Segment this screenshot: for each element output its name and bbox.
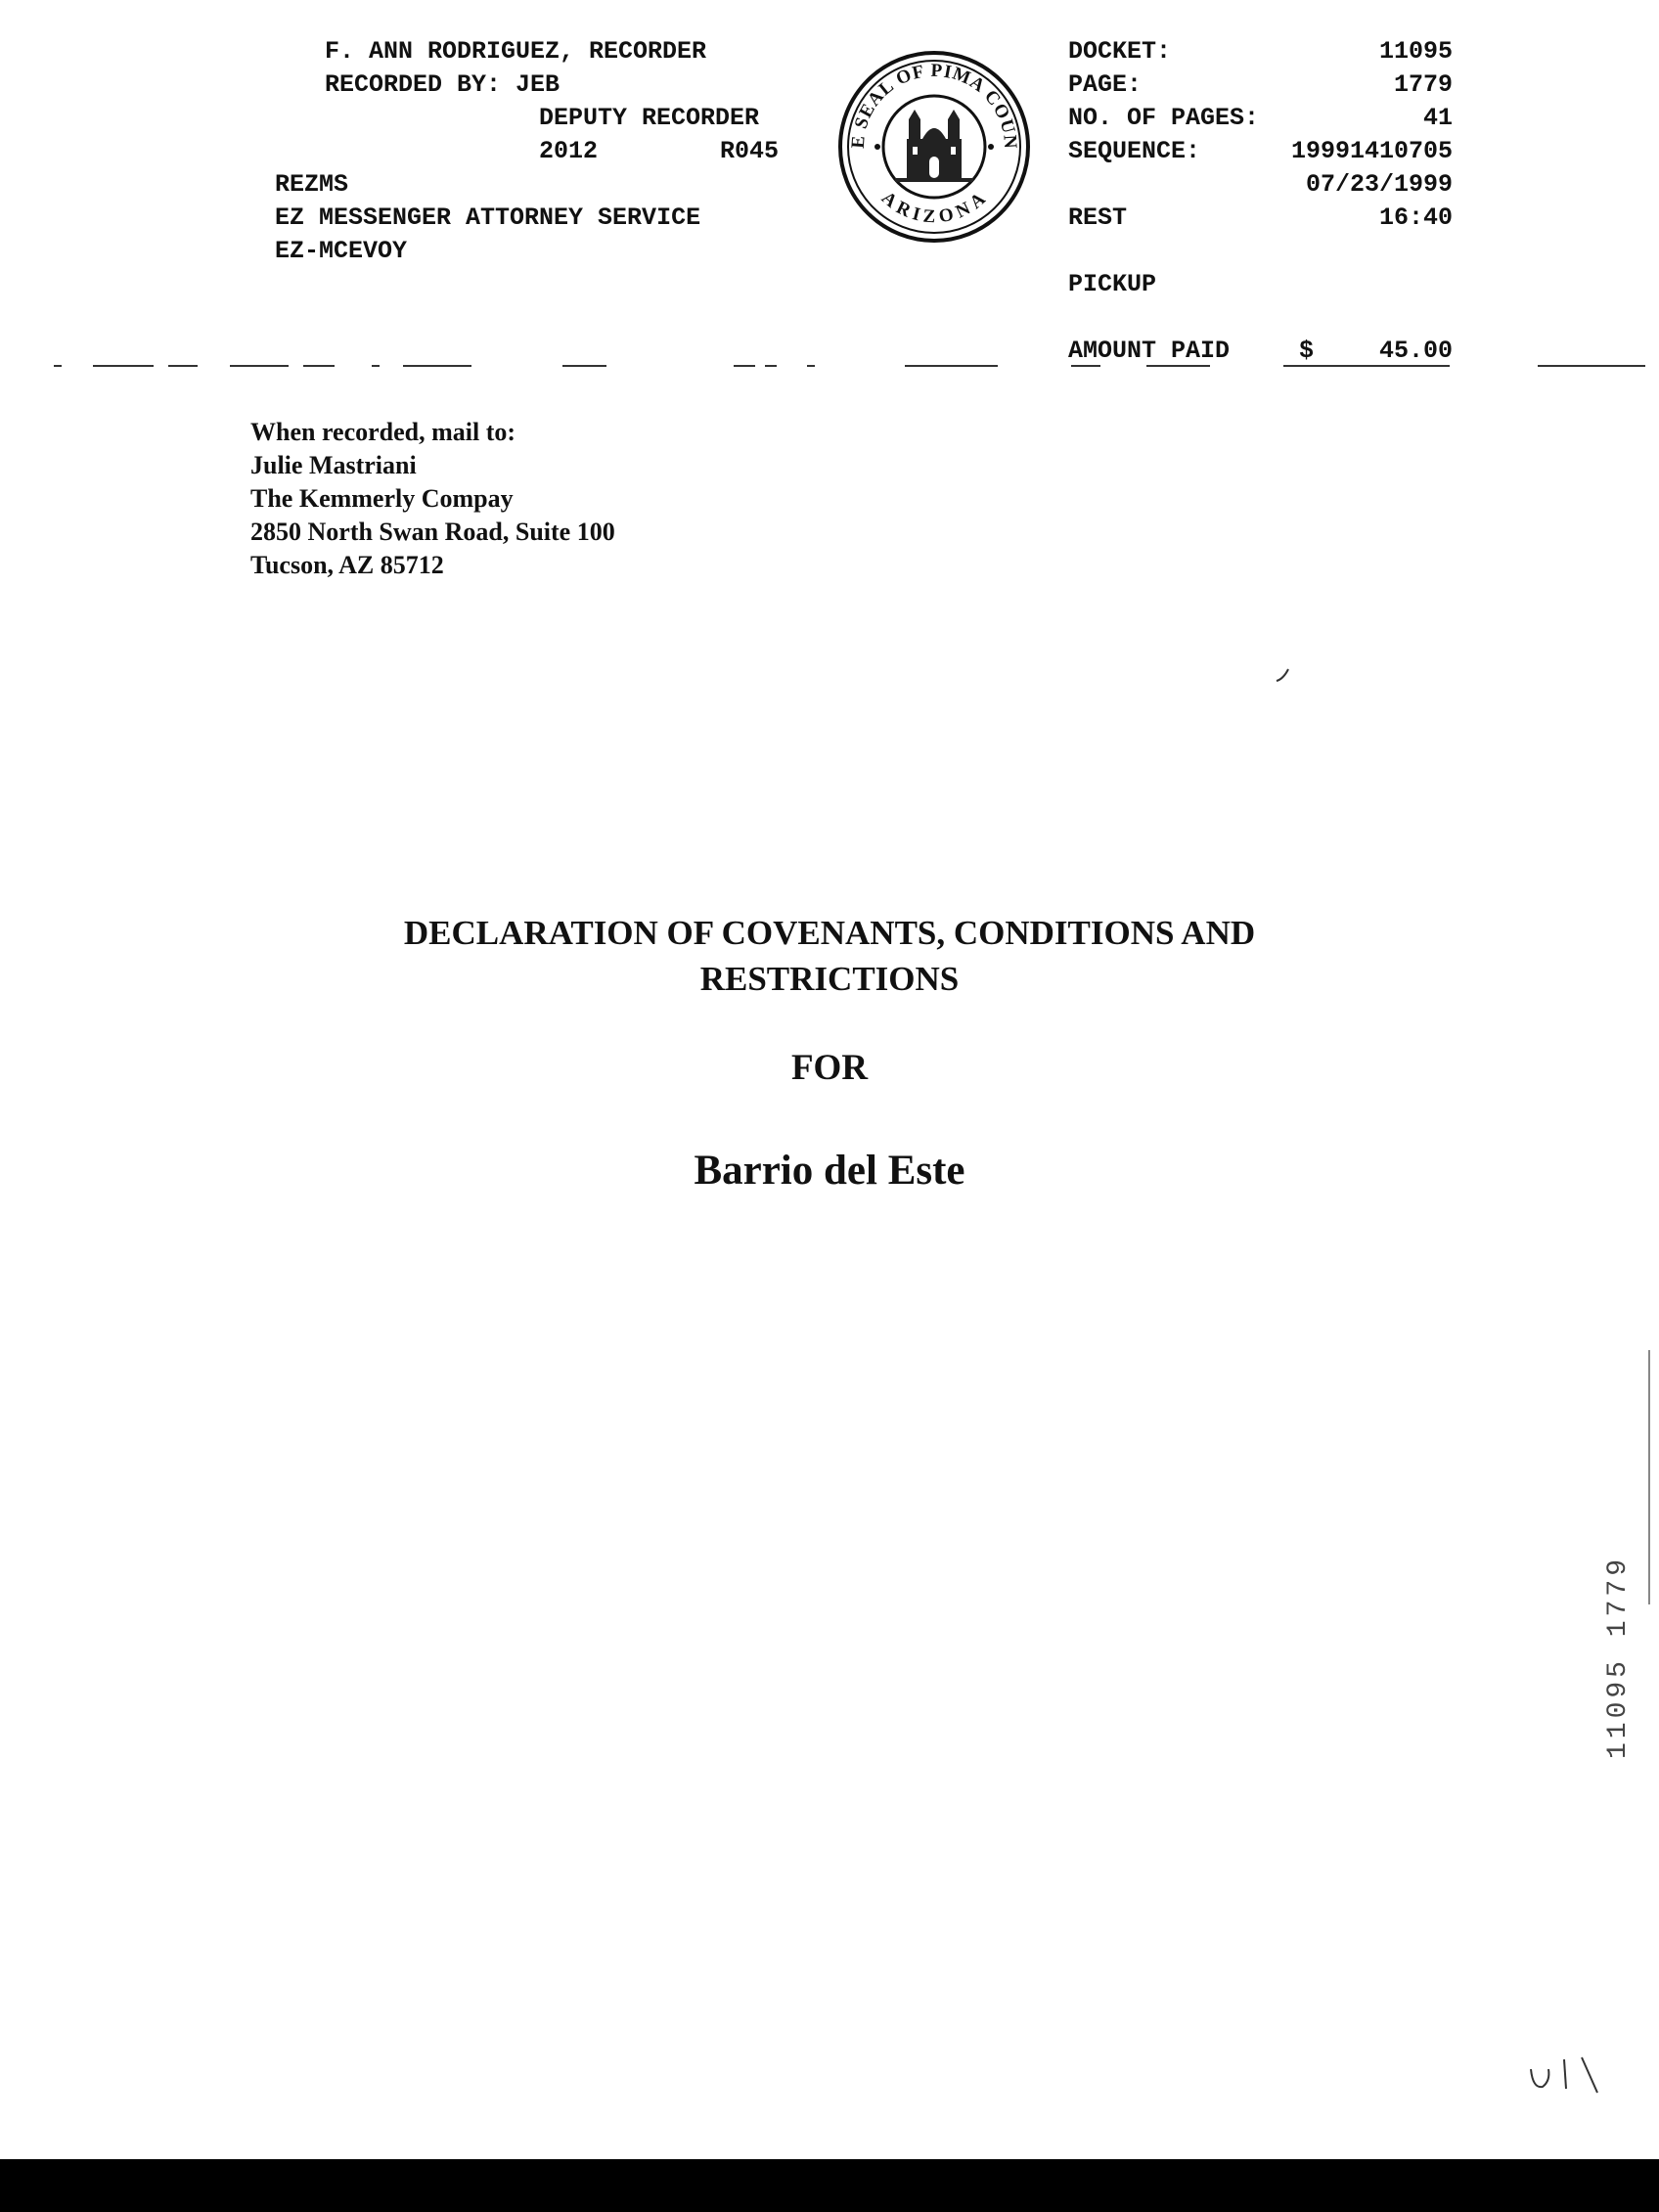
- pickup-label: PICKUP: [1068, 270, 1157, 298]
- subdivision-name: Barrio del Este: [694, 1148, 965, 1194]
- page-value: 1779: [1393, 70, 1453, 99]
- mail-to-street: 2850 North Swan Road, Suite 100: [250, 518, 615, 546]
- scan-edge: [1648, 1350, 1650, 1604]
- rest-label: REST: [1068, 203, 1128, 232]
- sequence-value: 19991410705: [1290, 137, 1453, 165]
- docket-value: 11095: [1378, 37, 1453, 66]
- currency-symbol: $: [1299, 337, 1315, 365]
- mail-to-city: Tucson, AZ 85712: [250, 551, 444, 579]
- recorder-code-2: R045: [720, 137, 780, 165]
- county-seal-icon: [836, 49, 1032, 245]
- amount-label: AMOUNT PAID: [1068, 337, 1231, 365]
- document-title: [0, 910, 1659, 1002]
- mail-to-name: Julie Mastriani: [250, 451, 417, 479]
- pen-mark: [1274, 665, 1293, 690]
- seal-top-text: E SEAL OF PIMA COUN: [847, 60, 1021, 151]
- page-label: PAGE:: [1068, 70, 1143, 99]
- margin-stamp: [1603, 1556, 1634, 1760]
- recorded-by: RECORDED BY: JEB: [325, 70, 560, 99]
- svg-text:ARIZONA: [877, 188, 991, 228]
- recording-time: 16:40: [1378, 203, 1453, 232]
- pages-value: 41: [1422, 104, 1453, 132]
- mail-to-company: The Kemmerly Compay: [250, 484, 514, 513]
- handwritten-mark: [1521, 2050, 1629, 2113]
- title-line-1: DECLARATION OF COVENANTS, CONDITIONS AND: [403, 914, 1256, 952]
- recorder-name: F. ANN RODRIGUEZ, RECORDER: [325, 37, 707, 66]
- amount-value: 45.00: [1378, 337, 1453, 365]
- recorder-code-1: 2012: [539, 137, 599, 165]
- account-name: EZ-MCEVOY: [275, 237, 408, 265]
- title-for: FOR: [790, 1048, 869, 1088]
- margin-stamp-text: 11095 1779: [1603, 1556, 1634, 1760]
- service-name: EZ MESSENGER ATTORNEY SERVICE: [275, 203, 701, 232]
- mail-to-block: [250, 416, 615, 582]
- record-type: REZMS: [275, 170, 349, 199]
- recording-date: 07/23/1999: [1305, 170, 1453, 199]
- sequence-label: SEQUENCE:: [1068, 137, 1201, 165]
- title-line-2: RESTRICTIONS: [699, 960, 960, 998]
- mail-to-heading: When recorded, mail to:: [250, 418, 516, 446]
- scan-bottom-bar: [0, 2159, 1659, 2212]
- docket-label: DOCKET:: [1068, 37, 1172, 66]
- pages-label: NO. OF PAGES:: [1068, 104, 1260, 132]
- deputy-recorder: DEPUTY RECORDER: [539, 104, 760, 132]
- seal-bottom-text: ARIZONA: [876, 187, 992, 228]
